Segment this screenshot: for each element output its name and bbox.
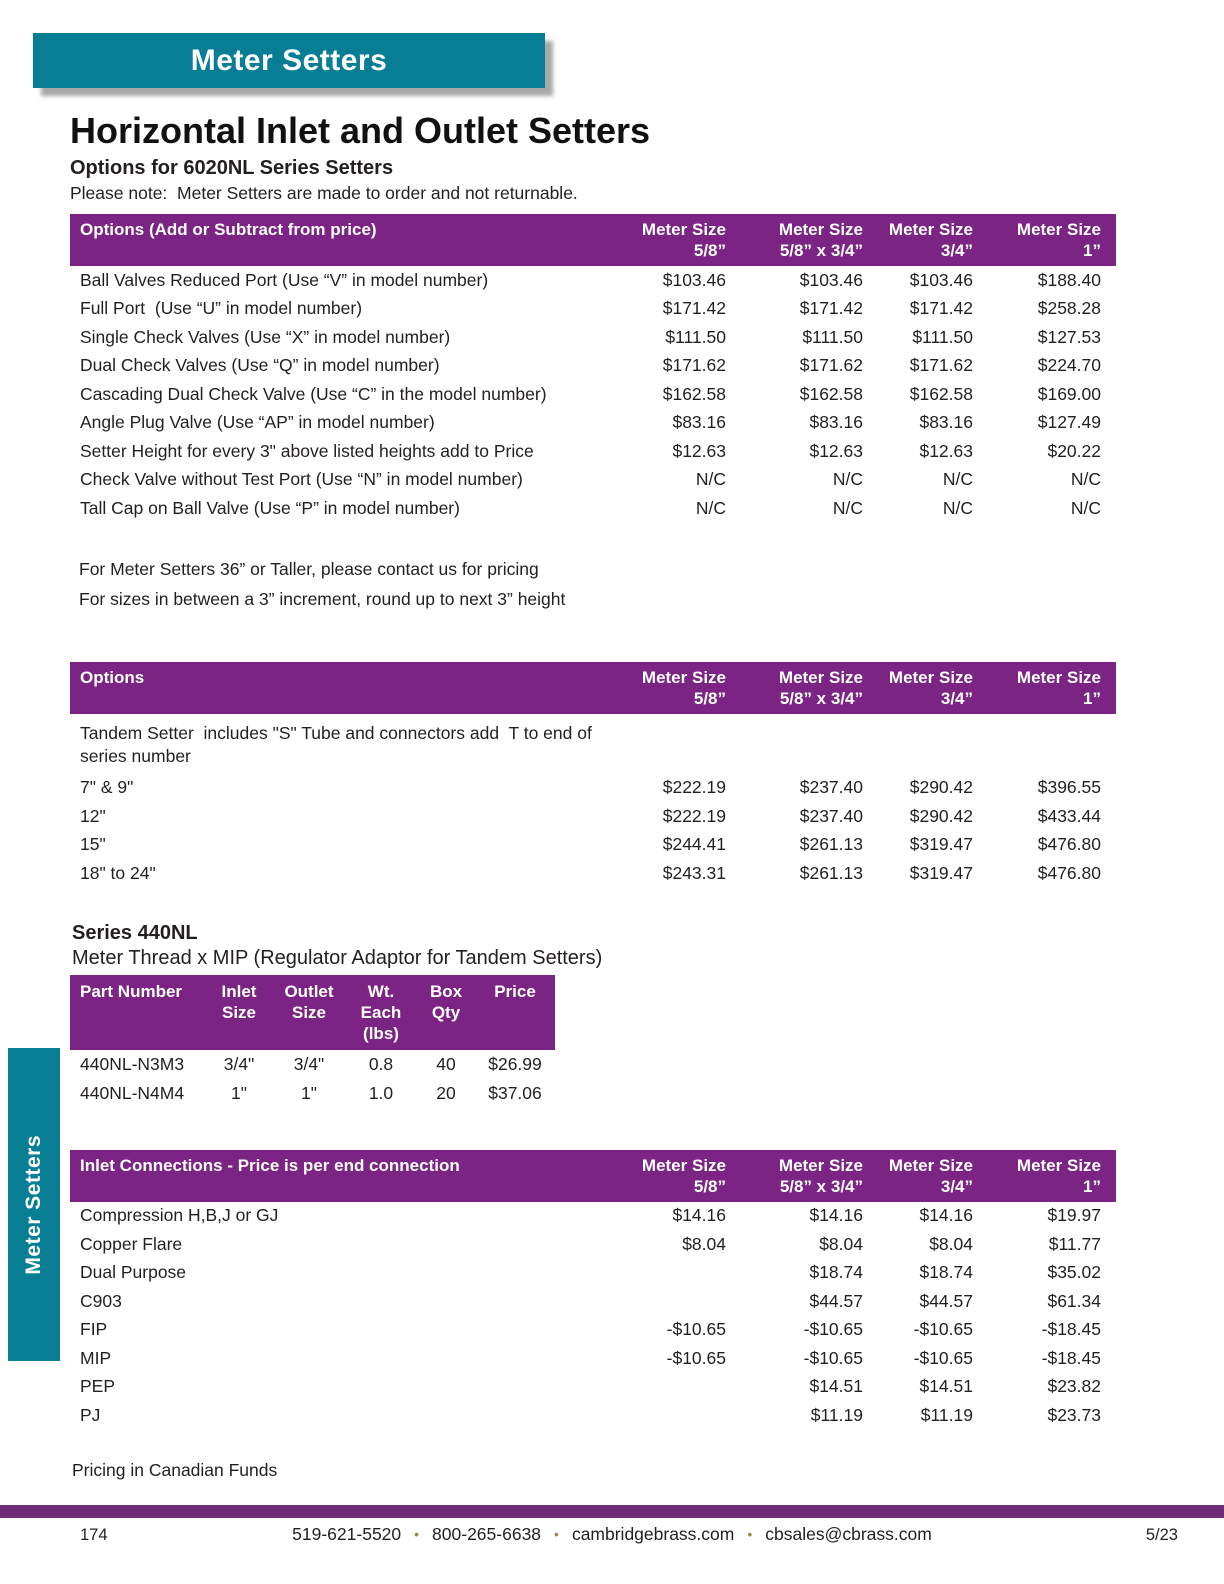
- meter-size-line1: Meter Size: [888, 220, 973, 239]
- price-cell: $19.97: [1047, 1205, 1101, 1226]
- price-cell: $20.22: [1047, 440, 1101, 461]
- price-cell: $14.16: [919, 1205, 973, 1226]
- row-label: Full Port (Use “U” in model number): [80, 298, 363, 319]
- price-cell: N/C: [1070, 497, 1101, 518]
- price-cell: $222.19: [662, 777, 726, 798]
- table-row: [70, 1344, 1116, 1373]
- price-cell: $14.16: [672, 1205, 726, 1226]
- row-label: 12": [80, 805, 106, 826]
- table-header-row: [70, 662, 1116, 714]
- row-label: MIP: [80, 1347, 112, 1368]
- price-cell: $127.49: [1037, 412, 1101, 433]
- price-cell: -$10.65: [666, 1347, 726, 1368]
- meter-size-line2: 5/8”: [693, 688, 726, 708]
- table-row: [70, 380, 1116, 409]
- edition-date: 5/23: [1145, 1526, 1178, 1544]
- table-title: Options (Add or Subtract from price): [70, 214, 581, 266]
- options-price-table: [70, 214, 1116, 523]
- row-label: Cascading Dual Check Valve (Use “C” in the model number): [80, 383, 547, 404]
- meter-size-line1: Meter Size: [641, 220, 726, 239]
- column-header: Wt. Each (lbs): [345, 975, 417, 1050]
- column-header: Price: [475, 975, 555, 1050]
- price-cell: $261.13: [799, 834, 863, 855]
- meter-size-line1: Meter Size: [1016, 1155, 1101, 1175]
- page-title: Horizontal Inlet and Outlet Setters: [70, 110, 651, 151]
- price-cell: -$10.65: [803, 1319, 863, 1340]
- price-cell: N/C: [695, 497, 726, 518]
- price-cell: $12.63: [672, 440, 726, 461]
- table-row: [70, 774, 1116, 803]
- series-440nl-heading: Series 440NL: [72, 921, 198, 944]
- table-title: Inlet Connections - Price is per end connection: [70, 1150, 581, 1202]
- price-cell: $224.70: [1037, 355, 1101, 376]
- price-cell: $171.62: [909, 355, 973, 376]
- column-header: Box Qty: [417, 975, 475, 1050]
- table-row: [70, 1079, 555, 1108]
- meter-size-column-header: [988, 662, 1116, 714]
- price-cell: $476.80: [1037, 834, 1101, 855]
- note-line: For Meter Setters 36” or Taller, please contact us for pricing: [79, 558, 539, 579]
- price-cell: $8.04: [682, 1233, 726, 1254]
- row-label: PEP: [80, 1376, 116, 1397]
- price-cell: $171.42: [909, 298, 973, 319]
- price-cell: -$10.65: [803, 1347, 863, 1368]
- meter-size-line2: 5/8” x 3/4”: [779, 688, 863, 708]
- row-label: Setter Height for every 3" above listed heights add to Price: [80, 440, 534, 461]
- tandem-intro-text: Tandem Setter includes "S" Tube and connectors add T to end of series number: [80, 722, 597, 766]
- row-label: C903: [80, 1290, 122, 1311]
- row-label: 7" & 9": [80, 777, 134, 798]
- price-cell: $12.63: [919, 440, 973, 461]
- price-cell: $237.40: [799, 805, 863, 826]
- price-cell: $23.82: [1047, 1376, 1101, 1397]
- series-440nl-table: [70, 975, 555, 1108]
- meter-size-line2: 1”: [1083, 241, 1101, 260]
- price-cell: $23.73: [1047, 1404, 1101, 1425]
- footer-contacts: [0, 1524, 1224, 1545]
- meter-size-line1: Meter Size: [888, 667, 973, 687]
- row-label: Tall Cap on Ball Valve (Use “P” in model number): [80, 497, 460, 518]
- meter-size-line1: Meter Size: [778, 1155, 863, 1175]
- part-number-cell: 440NL-N3M3: [80, 1053, 185, 1074]
- price-cell: $162.58: [909, 383, 973, 404]
- price-cell: $35.02: [1047, 1262, 1101, 1283]
- tandem-setter-table: [70, 662, 1116, 888]
- footer-divider-bar: [0, 1505, 1224, 1518]
- column-header: Outlet Size: [273, 975, 345, 1050]
- value-cell: $37.06: [488, 1082, 542, 1103]
- table-row: [70, 1287, 1116, 1316]
- table-header-row: [70, 975, 555, 1050]
- row-label: 15": [80, 834, 106, 855]
- price-cell: $18.74: [919, 1262, 973, 1283]
- meter-size-column-header: [741, 214, 878, 266]
- price-cell: $14.51: [809, 1376, 863, 1397]
- note-line: For sizes in between a 3” increment, round up to next 3” height: [79, 588, 566, 609]
- price-cell: $261.13: [799, 862, 863, 883]
- price-cell: $476.80: [1037, 862, 1101, 883]
- price-cell: N/C: [1070, 469, 1101, 490]
- price-cell: $103.46: [799, 269, 863, 290]
- footer: [0, 1524, 1224, 1550]
- page-content: [70, 110, 1116, 1481]
- price-cell: N/C: [832, 469, 863, 490]
- price-cell: N/C: [942, 497, 973, 518]
- price-cell: $83.16: [809, 412, 863, 433]
- meter-size-line1: Meter Size: [641, 1155, 726, 1175]
- row-label: PJ: [80, 1404, 101, 1425]
- table-row: [70, 494, 1116, 523]
- price-cell: -$18.45: [1041, 1319, 1101, 1340]
- value-cell: 20: [436, 1082, 456, 1103]
- meter-size-column-header: [581, 1150, 741, 1202]
- footer-contact-item: 800-265-6638: [432, 1524, 542, 1544]
- price-cell: $319.47: [909, 834, 973, 855]
- bullet-separator: •: [747, 1526, 753, 1542]
- sidebar-tab-label: Meter Setters: [22, 1134, 45, 1275]
- table-title: Options: [70, 662, 581, 714]
- page-subtitle: Options for 6020NL Series Setters: [70, 157, 394, 179]
- meter-size-line2: 1”: [1083, 1176, 1101, 1196]
- price-cell: N/C: [695, 469, 726, 490]
- meter-size-line1: Meter Size: [641, 667, 726, 687]
- price-cell: $243.31: [662, 862, 726, 883]
- value-cell: 0.8: [368, 1053, 394, 1074]
- table-header-row: [70, 1150, 1116, 1202]
- table-row: [70, 437, 1116, 466]
- meter-size-column-header: [878, 662, 988, 714]
- row-label: FIP: [80, 1319, 108, 1340]
- price-cell: $244.41: [662, 834, 726, 855]
- price-cell: $103.46: [662, 269, 726, 290]
- meter-size-line1: Meter Size: [888, 1155, 973, 1175]
- price-cell: $258.28: [1037, 298, 1101, 319]
- meter-size-line1: Meter Size: [1016, 220, 1101, 239]
- table-row: [70, 1401, 1116, 1430]
- price-cell: -$10.65: [666, 1319, 726, 1340]
- value-cell: 1": [301, 1082, 317, 1103]
- price-cell: $61.34: [1047, 1290, 1101, 1311]
- meter-size-line1: Meter Size: [778, 220, 863, 239]
- table-row: [70, 409, 1116, 438]
- price-cell: $396.55: [1037, 777, 1101, 798]
- price-cell: $103.46: [909, 269, 973, 290]
- price-cell: N/C: [942, 469, 973, 490]
- table-row: [70, 1259, 1116, 1288]
- row-label: Angle Plug Valve (Use “AP” in model number): [80, 412, 435, 433]
- price-cell: $188.40: [1037, 269, 1101, 290]
- table-row: [70, 295, 1116, 324]
- price-cell: $8.04: [929, 1233, 973, 1254]
- table-row: [70, 1230, 1116, 1259]
- price-cell: -$10.65: [913, 1319, 973, 1340]
- price-cell: $11.19: [810, 1404, 863, 1425]
- meter-size-column-header: [988, 214, 1116, 266]
- price-cell: $319.47: [909, 862, 973, 883]
- meter-size-column-header: [878, 214, 988, 266]
- table-row: [70, 466, 1116, 495]
- table-row: [70, 1316, 1116, 1345]
- row-label: Compression H,B,J or GJ: [80, 1205, 279, 1226]
- price-cell: $14.16: [809, 1205, 863, 1226]
- page-number: 174: [80, 1526, 108, 1544]
- meter-size-line2: 3/4”: [940, 1176, 973, 1196]
- meter-size-line2: 3/4”: [940, 241, 973, 260]
- footer-contact-item: cambridgebrass.com: [571, 1524, 735, 1544]
- price-cell: $290.42: [909, 777, 973, 798]
- bullet-separator: •: [554, 1526, 559, 1542]
- price-cell: $171.42: [662, 298, 726, 319]
- series-440nl-subheading: Meter Thread x MIP (Regulator Adaptor for Tandem Setters): [72, 946, 603, 969]
- price-cell: $111.50: [912, 326, 973, 347]
- table-row: [70, 1050, 555, 1079]
- price-cell: $171.42: [799, 298, 863, 319]
- value-cell: 3/4": [293, 1053, 325, 1074]
- price-cell: [581, 1373, 741, 1402]
- row-label: 18" to 24": [80, 862, 156, 883]
- price-cell: $11.19: [920, 1404, 973, 1425]
- price-cell: [581, 1287, 741, 1316]
- price-cell: $237.40: [799, 777, 863, 798]
- price-cell: $169.00: [1037, 383, 1101, 404]
- column-header: Inlet Size: [205, 975, 273, 1050]
- table-row: [70, 859, 1116, 888]
- table-row: [70, 802, 1116, 831]
- row-label: Dual Purpose: [80, 1262, 187, 1283]
- price-cell: $12.63: [809, 440, 863, 461]
- sidebar-tab-meter-setters: [8, 1048, 60, 1361]
- price-cell: $222.19: [662, 805, 726, 826]
- table-intro-row: [70, 714, 1116, 774]
- meter-size-column-header: [988, 1150, 1116, 1202]
- price-cell: $44.57: [809, 1290, 863, 1311]
- price-cell: $111.50: [665, 326, 726, 347]
- section-banner-label: Meter Setters: [190, 43, 388, 77]
- part-number-cell: 440NL-N4M4: [80, 1082, 185, 1103]
- row-label: Dual Check Valves (Use “Q” in model number): [80, 355, 440, 376]
- value-cell: 3/4": [223, 1053, 255, 1074]
- column-header: Part Number: [70, 975, 205, 1050]
- meter-size-line1: Meter Size: [778, 667, 863, 687]
- table-row: [70, 323, 1116, 352]
- price-cell: N/C: [832, 497, 863, 518]
- meter-size-column-header: [878, 1150, 988, 1202]
- value-cell: 40: [436, 1053, 456, 1074]
- footer-contact-item: cbsales@cbrass.com: [765, 1524, 932, 1544]
- price-cell: $171.62: [799, 355, 863, 376]
- price-cell: $290.42: [909, 805, 973, 826]
- meter-size-column-header: [581, 214, 741, 266]
- price-cell: $162.58: [799, 383, 863, 404]
- table-notes: [70, 554, 1116, 614]
- row-label: Check Valve without Test Port (Use “N” in model number): [80, 469, 523, 490]
- price-cell: $18.74: [809, 1262, 863, 1283]
- row-label: Single Check Valves (Use “X” in model number): [80, 326, 451, 347]
- footer-contact-item: 519-621-5520: [292, 1524, 402, 1544]
- price-cell: $11.77: [1048, 1233, 1101, 1254]
- meter-size-line2: 5/8”: [693, 1176, 726, 1196]
- table-row: [70, 1373, 1116, 1402]
- price-cell: $111.50: [802, 326, 863, 347]
- meter-size-line1: Meter Size: [1016, 667, 1101, 687]
- inlet-connections-table: [70, 1150, 1116, 1430]
- value-cell: 1.0: [368, 1082, 394, 1103]
- table-row: [70, 1202, 1116, 1231]
- price-cell: $127.53: [1037, 326, 1101, 347]
- bullet-separator: •: [414, 1526, 420, 1542]
- price-cell: $433.44: [1037, 805, 1101, 826]
- section-banner: [33, 33, 545, 88]
- value-cell: $26.99: [488, 1053, 542, 1074]
- price-cell: [581, 1259, 741, 1288]
- meter-size-column-header: [741, 1150, 878, 1202]
- meter-size-line2: 3/4”: [940, 688, 973, 708]
- price-cell: $171.62: [662, 355, 726, 376]
- price-cell: -$18.45: [1041, 1347, 1101, 1368]
- meter-size-line2: 1”: [1083, 688, 1101, 708]
- price-cell: $83.16: [919, 412, 973, 433]
- order-note: Please note: Meter Setters are made to order and not returnable.: [70, 183, 578, 203]
- price-cell: -$10.65: [913, 1347, 973, 1368]
- price-cell: [581, 1401, 741, 1430]
- price-cell: $14.51: [919, 1376, 973, 1397]
- meter-size-line2: 5/8” x 3/4”: [779, 241, 863, 260]
- currency-note: Pricing in Canadian Funds: [72, 1459, 278, 1480]
- meter-size-column-header: [741, 662, 878, 714]
- price-cell: $83.16: [672, 412, 726, 433]
- table-row: [70, 831, 1116, 860]
- value-cell: 1": [231, 1082, 247, 1103]
- meter-size-column-header: [581, 662, 741, 714]
- table-header-row: [70, 214, 1116, 266]
- row-label: Ball Valves Reduced Port (Use “V” in model number): [80, 269, 489, 290]
- table-row: [70, 352, 1116, 381]
- row-label: Copper Flare: [80, 1233, 183, 1254]
- meter-size-line2: 5/8” x 3/4”: [779, 1176, 863, 1196]
- meter-size-line2: 5/8”: [693, 241, 726, 260]
- price-cell: $8.04: [819, 1233, 863, 1254]
- table-row: [70, 266, 1116, 295]
- price-cell: $162.58: [662, 383, 726, 404]
- price-cell: $44.57: [919, 1290, 973, 1311]
